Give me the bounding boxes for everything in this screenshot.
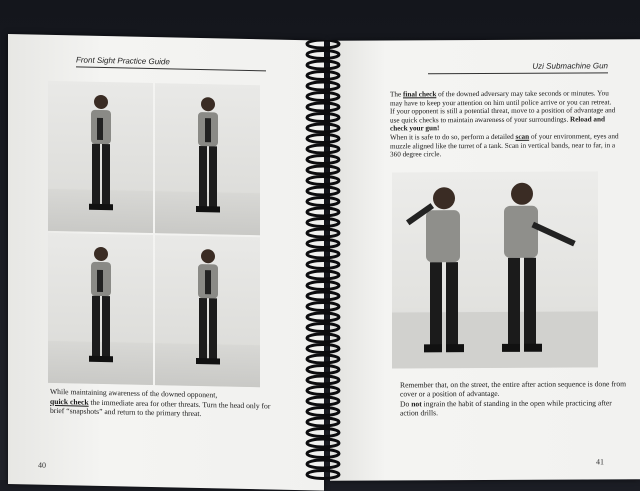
- keyword-final-check: final check: [402, 90, 437, 99]
- spiral-coil: [307, 135, 339, 143]
- reload-emphasis: Reload and check your gun!: [390, 115, 605, 133]
- spiral-coil: [307, 450, 339, 458]
- person-figure: [81, 90, 121, 221]
- paragraph-reload: [390, 106, 620, 133]
- not-emphasis: not: [411, 399, 422, 409]
- left-page-header: Front Sight Practice Guide: [76, 55, 266, 71]
- spiral-coil: [307, 355, 339, 363]
- spiral-coil: [307, 156, 339, 164]
- spiral-coil: [307, 240, 339, 248]
- text-run: of the downed adversary may take seconds or minutes. You may have to keep your attention on him until police arrive or you can retreat.: [390, 89, 612, 108]
- left-page: [8, 34, 324, 491]
- spiral-coil: [307, 397, 339, 405]
- text-run: When it is safe to do so, perform a detailed: [390, 132, 516, 142]
- spiral-coil: [307, 313, 339, 321]
- left-page-number: 40: [38, 460, 46, 470]
- text-run: of your environment, eyes and muzzle aligned like the turret of a tank. Scan in vertical bands, near to far, in a 360 degree circle.: [390, 132, 619, 159]
- spiral-coil: [307, 229, 339, 237]
- caption-line: Remember that, on the street, the entire after action sequence is done from cover or a position of advantage.: [400, 379, 627, 399]
- person-figure: [188, 92, 228, 223]
- spiral-coil: [307, 282, 339, 290]
- caption-line: While maintaining awareness of the downed opponent,: [50, 386, 218, 400]
- spiral-coil: [307, 51, 339, 59]
- spiral-coil: [307, 334, 339, 342]
- paragraph-scan: [390, 132, 620, 159]
- spiral-coil: [307, 418, 339, 426]
- spiral-coil: [307, 187, 339, 195]
- keyword-scan: scan: [515, 132, 530, 141]
- photo-figure-4: [155, 235, 260, 387]
- spiral-coil: [307, 208, 339, 216]
- spiral-coil: [307, 177, 339, 185]
- text-run: Do: [400, 399, 412, 409]
- spiral-coil: [307, 166, 339, 174]
- spiral-coil: [307, 198, 339, 206]
- right-page-number: 41: [596, 457, 604, 467]
- right-page: [330, 39, 640, 481]
- paragraph-final-check: [390, 89, 620, 107]
- spiral-coil: [307, 387, 339, 395]
- photo-grid: [48, 81, 260, 387]
- spiral-coil: [307, 145, 339, 153]
- spiral-coil: [307, 40, 339, 48]
- spiral-coil: [307, 219, 339, 227]
- spiral-coil: [307, 292, 339, 300]
- caption-practice: [400, 398, 630, 418]
- spiral-coil: [307, 250, 339, 258]
- caption-keyword: quick check: [50, 396, 89, 407]
- right-caption: [400, 379, 630, 418]
- spiral-coil: [307, 103, 339, 111]
- right-page-header: Uzi Submachine Gun: [428, 61, 608, 74]
- left-caption: [50, 387, 280, 421]
- spiral-coil: [307, 93, 339, 101]
- photo-two-figures: [392, 171, 598, 368]
- text-run: ingrain the habit of standing in the open while practicing after action drills.: [400, 398, 612, 418]
- person-figure: [188, 244, 228, 375]
- spiral-coil: [307, 429, 339, 437]
- spiral-coil: [307, 408, 339, 416]
- spiral-coil: [307, 324, 339, 332]
- text-run: The: [390, 90, 403, 99]
- right-paragraph: [390, 89, 620, 159]
- spiral-coil: [307, 376, 339, 384]
- spiral-coil: [307, 303, 339, 311]
- spiral-coil: [307, 82, 339, 90]
- photo-figure-2: [155, 83, 260, 235]
- spiral-coil: [307, 61, 339, 69]
- spiral-coil: [307, 114, 339, 122]
- person-figure: [81, 242, 121, 373]
- spiral-coil: [307, 345, 339, 353]
- spiral-coil: [307, 471, 339, 479]
- spiral-coil: [307, 72, 339, 80]
- spiral-coil: [307, 439, 339, 447]
- spiral-coil: [307, 124, 339, 132]
- photo-figure-1: [48, 81, 153, 233]
- spiral-binding: [300, 40, 346, 480]
- spiral-coil: [307, 366, 339, 374]
- photo-figure-3: [48, 233, 153, 385]
- two-person-figures: [392, 171, 598, 368]
- spiral-coil: [307, 460, 339, 468]
- spiral-coil: [307, 261, 339, 269]
- spiral-coil: [307, 271, 339, 279]
- text-run: If your opponent is still a potential threat, move to a position of advantage and use quick checks to maintain awareness of your surroundings.: [390, 106, 616, 125]
- caption-text: the immediate area for other threats. Turn the head only for brief “snapshots” and return to the primary threat.: [50, 397, 271, 419]
